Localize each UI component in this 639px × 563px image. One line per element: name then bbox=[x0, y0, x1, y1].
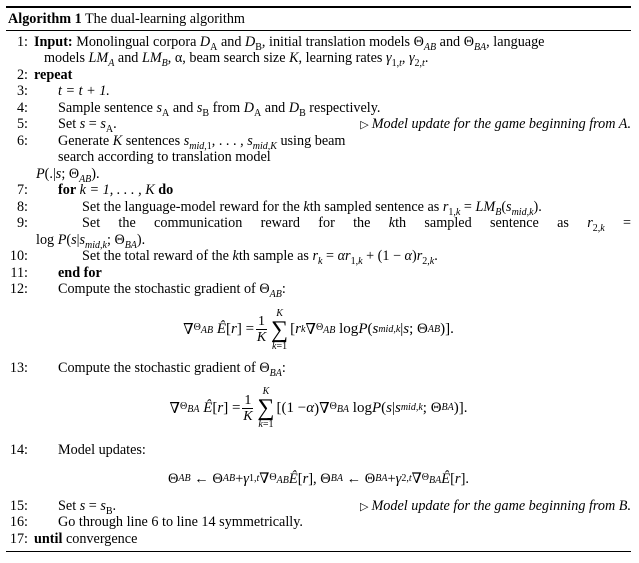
bottom-rule bbox=[6, 551, 631, 552]
keyword-until: until bbox=[34, 530, 63, 547]
equation-model-updates: Θ AB ← Θ AB + γ 1,t ∇ $\Theta_{AB}$ Ê [ r ], Θ BA ← Θ BA + γ 2,t ∇ $\Theta_{BA}$ Ê [ r ]. bbox=[167, 470, 470, 487]
algorithm-block bbox=[6, 6, 631, 552]
keyword-repeat: repeat bbox=[34, 66, 73, 83]
line-11: 11: end for bbox=[10, 264, 102, 281]
line-16: 16: Go through line 6 to line 14 symmetrically. bbox=[9, 514, 303, 531]
line-1-wrap: models $LM_A$ and $LM_B$, α, beam search size K, learning rates $\gamma_{1,t}$, $\gamma_{2,t}$. bbox=[44, 50, 429, 69]
algorithm-title bbox=[6, 8, 631, 30]
line-14: 14: Model updates: bbox=[9, 442, 146, 459]
line-6: 6: Generate K sentences $s_{mid,1}$, . . . , $s_{mid,K}$ using beam search according to translation model bbox=[16, 132, 346, 166]
line-number: 1: bbox=[16, 33, 28, 50]
line-12: 12: Compute the stochastic gradient of $\Theta_{AB}$: bbox=[9, 281, 286, 300]
algorithm-label: Algorithm 1 bbox=[8, 10, 82, 27]
equation-gradient-ba: ∇ $\Theta_{BA}$ Ê [ r ] = $\frac{1}{K}$ K ∑ k=1 [(1 − α )∇ $\Theta_{BA}$ log P ( s | s mid,k ; Θ BA )]. bbox=[169, 386, 468, 431]
equation-gradient-ab: ∇ $\Theta_{AB}$ Ê [ r ] = $\frac{1}{K}$ K ∑ k=1 [ r k ∇ $\Theta_{AB}$ log P ( s mid,k | s ; Θ AB )]. bbox=[183, 307, 454, 352]
line-13: 13: Compute the stochastic gradient of $\Theta_{BA}$: bbox=[9, 359, 286, 379]
algorithm-name: The dual-learning algorithm bbox=[85, 10, 245, 27]
line-17: 17: until convergence bbox=[9, 530, 138, 547]
line-9-wrap: $\log P(s|s_{mid,k}$; $\Theta_{BA}$). bbox=[36, 231, 146, 251]
line-3: 3: t = t + 1. bbox=[16, 83, 110, 100]
triangle-icon: ▷ bbox=[360, 119, 369, 132]
line-10: 10: Set the total reward of the kth sample as $r_k = \alpha r_{1,k} + (1 - \alpha)r_{2,k}$. bbox=[9, 248, 438, 267]
line-6-wrap: P(.|s; $\Theta_{AB}$). bbox=[36, 165, 100, 185]
line-5: 5: Set $s = s_A$. ▷ Model update for the game beginning from A. bbox=[16, 116, 631, 135]
keyword-input: Input: bbox=[34, 33, 73, 50]
comment-game-a: ▷ Model update for the game beginning from A. bbox=[360, 116, 631, 133]
line-9: 9: Set the communication reward for the kth sampled sentence as $r_{2,k}$ = bbox=[16, 215, 631, 234]
line-2: 2: repeat bbox=[16, 66, 73, 83]
triangle-icon: ▷ bbox=[359, 500, 369, 513]
line-7: 7: for k = 1, . . . , K do bbox=[16, 182, 174, 199]
line-1: 1: Input: Monolingual corpora $D_A$ and $D_B$, initial translation models $\Theta_{AB}$ and $\Theta_{BA}$, language bbox=[6, 34, 631, 51]
line-8: 8: Set the language-model reward for the kth sampled sentence as $r_{1,k} = LM_B(s_{mid,k})$. bbox=[16, 198, 542, 218]
line-15: 15: Set $s = s_B$. ▷ Model update for the game beginning from B. bbox=[9, 497, 631, 517]
line-4: 4: Sample sentence $s_A$ and $s_B$ from $D_A$ and $D_B$ respectively. bbox=[16, 99, 381, 119]
comment-game-b: ▷ Model update for the game beginning from B. bbox=[359, 497, 631, 514]
